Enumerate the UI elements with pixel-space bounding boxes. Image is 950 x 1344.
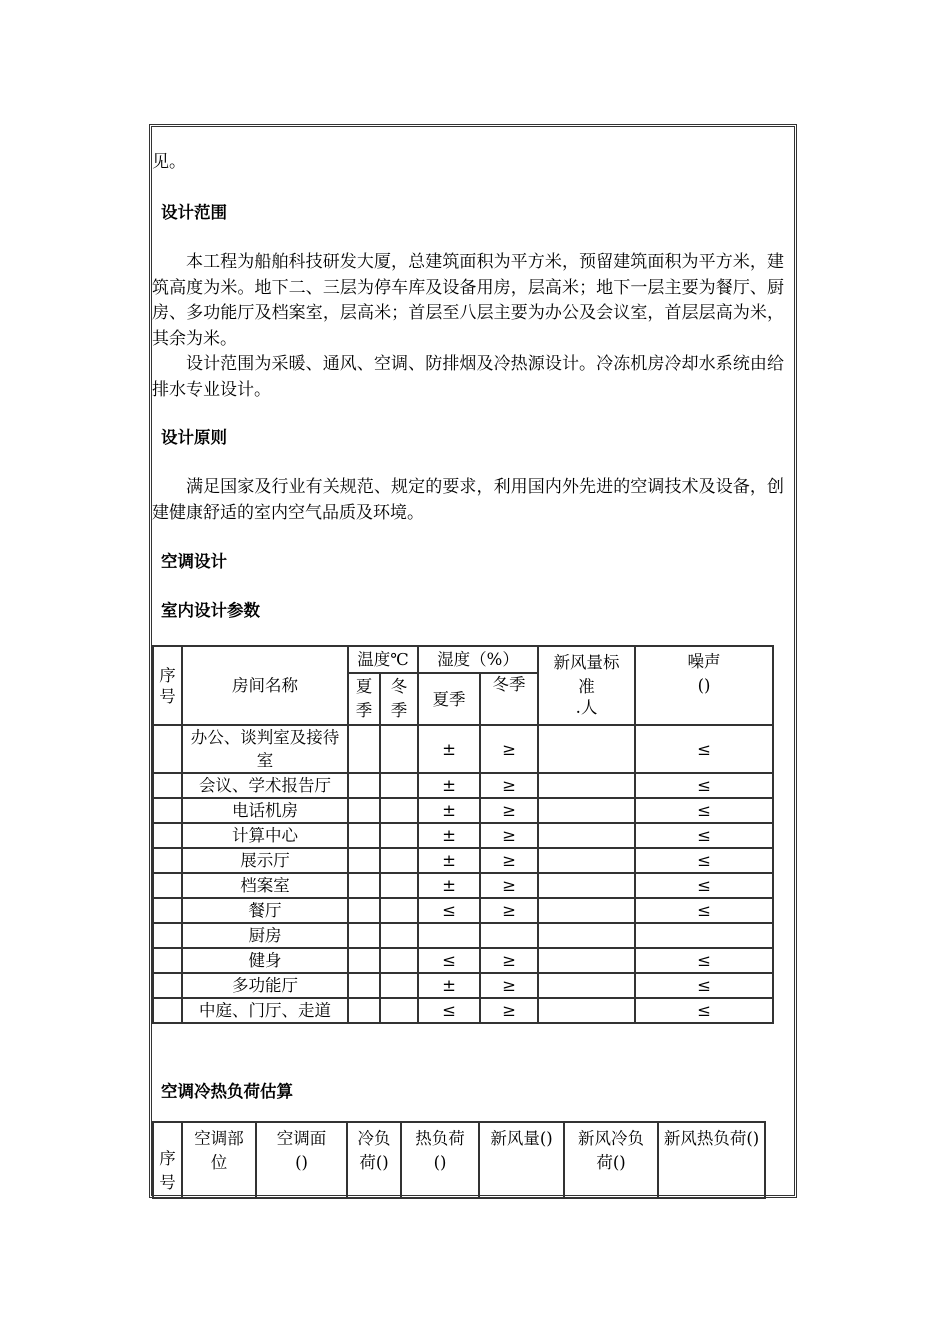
load-header-index: 序号 [153, 1122, 182, 1198]
temp-summer-cell [348, 725, 380, 773]
room-name-cell: 健身 [182, 948, 348, 973]
header-hum-summer: 夏季 [418, 673, 480, 725]
fresh-air-cell [538, 873, 635, 898]
room-name-cell: 展示厅 [182, 848, 348, 873]
index-cell [153, 848, 182, 873]
temp-winter-cell [380, 798, 418, 823]
temp-winter-cell [380, 823, 418, 848]
scope-heading: 设计范围 [161, 203, 227, 222]
indoor-params-table [152, 645, 774, 1024]
hum-winter-cell: ≥ [480, 873, 538, 898]
header-room: 房间名称 [182, 646, 348, 725]
hum-summer-cell: ± [418, 973, 480, 998]
table-row [153, 848, 773, 873]
fresh-air-cell [538, 998, 635, 1023]
fresh-air-cell [538, 923, 635, 948]
room-name-cell: 计算中心 [182, 823, 348, 848]
temp-winter-cell [380, 948, 418, 973]
ac-design-heading: 空调设计 [161, 552, 227, 571]
fresh-air-cell [538, 823, 635, 848]
load-estimate-heading: 空调冷热负荷估算 [161, 1082, 293, 1101]
table-row [153, 948, 773, 973]
hum-summer-cell: ± [418, 823, 480, 848]
hum-winter-cell: ≥ [480, 798, 538, 823]
hum-winter-cell: ≥ [480, 998, 538, 1023]
index-cell [153, 923, 182, 948]
temp-summer-cell [348, 873, 380, 898]
hum-summer-cell: ± [418, 773, 480, 798]
room-name-cell: 餐厅 [182, 898, 348, 923]
noise-cell: ≤ [635, 725, 773, 773]
temp-summer-cell [348, 848, 380, 873]
hum-winter-cell: ≥ [480, 773, 538, 798]
scope-paragraph-1: 本工程为船舶科技研发大厦，总建筑面积为平方米，预留建筑面积为平方米，建筑高度为米。地下二、三层为停车库及设备用房，层高米；地下一层主要为餐厅、厨房、多功能厅及档案室，层高米；首层至八层主要为办公及会议室，首层层高为米，其余为米。 [152, 252, 784, 349]
noise-cell: ≤ [635, 973, 773, 998]
fresh-air-cell [538, 725, 635, 773]
load-header-cool: 冷负荷() [347, 1122, 401, 1198]
noise-cell: ≤ [635, 798, 773, 823]
temp-summer-cell [348, 823, 380, 848]
temp-winter-cell [380, 725, 418, 773]
index-cell [153, 823, 182, 848]
hum-winter-cell: ≥ [480, 948, 538, 973]
fresh-air-cell [538, 948, 635, 973]
room-name-cell: 办公、谈判室及接待室 [182, 725, 348, 773]
table-row [153, 873, 773, 898]
index-cell [153, 773, 182, 798]
load-header-area: 空调面() [256, 1122, 347, 1198]
table-row [153, 998, 773, 1023]
temp-winter-cell [380, 873, 418, 898]
header-humidity: 湿度（%） [418, 646, 538, 673]
noise-cell: ≤ [635, 948, 773, 973]
temp-summer-cell [348, 998, 380, 1023]
hum-summer-cell: ≤ [418, 948, 480, 973]
temp-winter-cell [380, 998, 418, 1023]
table-row [153, 798, 773, 823]
temp-summer-cell [348, 773, 380, 798]
noise-cell: ≤ [635, 898, 773, 923]
load-header-fresh: 新风量() [479, 1122, 564, 1198]
hum-winter-cell [480, 923, 538, 948]
header-noise: 噪声 () [635, 646, 773, 725]
temp-summer-cell [348, 923, 380, 948]
header-temp-winter: 冬季 [380, 673, 418, 725]
load-header-heat: 热负荷() [401, 1122, 479, 1198]
index-cell [153, 948, 182, 973]
header-index: 序号 [153, 646, 182, 725]
hum-winter-cell: ≥ [480, 823, 538, 848]
hum-summer-cell: ≤ [418, 898, 480, 923]
temp-winter-cell [380, 898, 418, 923]
fresh-air-cell [538, 973, 635, 998]
table-row [153, 973, 773, 998]
table-row [153, 898, 773, 923]
room-name-cell: 多功能厅 [182, 973, 348, 998]
hum-summer-cell: ± [418, 798, 480, 823]
fresh-air-cell [538, 773, 635, 798]
index-cell [153, 973, 182, 998]
noise-cell: ≤ [635, 823, 773, 848]
header-fresh-air: 新风量标准 .人 [538, 646, 635, 725]
index-cell [153, 898, 182, 923]
hum-winter-cell: ≥ [480, 973, 538, 998]
fresh-air-cell [538, 798, 635, 823]
noise-cell: ≤ [635, 873, 773, 898]
table-row [153, 773, 773, 798]
load-header-fresh-cool: 新风冷负荷() [564, 1122, 658, 1198]
hum-summer-cell: ± [418, 873, 480, 898]
hum-winter-cell: ≥ [480, 898, 538, 923]
load-header-fresh-heat: 新风热负荷() [658, 1122, 765, 1198]
hum-winter-cell: ≥ [480, 848, 538, 873]
temp-summer-cell [348, 798, 380, 823]
room-name-cell: 厨房 [182, 923, 348, 948]
hum-winter-cell: ≥ [480, 725, 538, 773]
temp-winter-cell [380, 773, 418, 798]
hum-summer-cell: ≤ [418, 998, 480, 1023]
noise-cell: ≤ [635, 998, 773, 1023]
index-cell [153, 998, 182, 1023]
hum-summer-cell [418, 923, 480, 948]
room-name-cell: 会议、学术报告厅 [182, 773, 348, 798]
index-cell [153, 725, 182, 773]
principle-heading: 设计原则 [161, 428, 227, 447]
noise-cell: ≤ [635, 773, 773, 798]
scope-paragraph-2: 设计范围为采暖、通风、空调、防排烟及冷热源设计。冷冻机房冷却水系统由给排水专业设计。 [152, 354, 784, 400]
temp-winter-cell [380, 923, 418, 948]
temp-summer-cell [348, 948, 380, 973]
table-row [153, 725, 773, 773]
load-header-area-part: 空调部位 [182, 1122, 256, 1198]
room-name-cell: 中庭、门厅、走道 [182, 998, 348, 1023]
table-row [153, 923, 773, 948]
temp-summer-cell [348, 898, 380, 923]
lead-fragment: 见。 [152, 152, 186, 172]
fresh-air-cell [538, 848, 635, 873]
fresh-air-cell [538, 898, 635, 923]
indoor-params-heading: 室内设计参数 [161, 601, 260, 620]
header-temperature: 温度℃ [348, 646, 418, 673]
temp-winter-cell [380, 973, 418, 998]
load-estimate-table [152, 1121, 766, 1199]
hum-summer-cell: ± [418, 725, 480, 773]
temp-summer-cell [348, 973, 380, 998]
room-name-cell: 档案室 [182, 873, 348, 898]
temp-winter-cell [380, 848, 418, 873]
header-temp-summer: 夏季 [348, 673, 380, 725]
header-hum-winter: 冬季 [480, 673, 538, 725]
noise-cell [635, 923, 773, 948]
index-cell [153, 873, 182, 898]
index-cell [153, 798, 182, 823]
room-name-cell: 电话机房 [182, 798, 348, 823]
hum-summer-cell: ± [418, 848, 480, 873]
noise-cell: ≤ [635, 848, 773, 873]
principle-paragraph: 满足国家及行业有关规范、规定的要求，利用国内外先进的空调技术及设备，创建健康舒适的室内空气品质及环境。 [152, 477, 784, 523]
table-row [153, 823, 773, 848]
